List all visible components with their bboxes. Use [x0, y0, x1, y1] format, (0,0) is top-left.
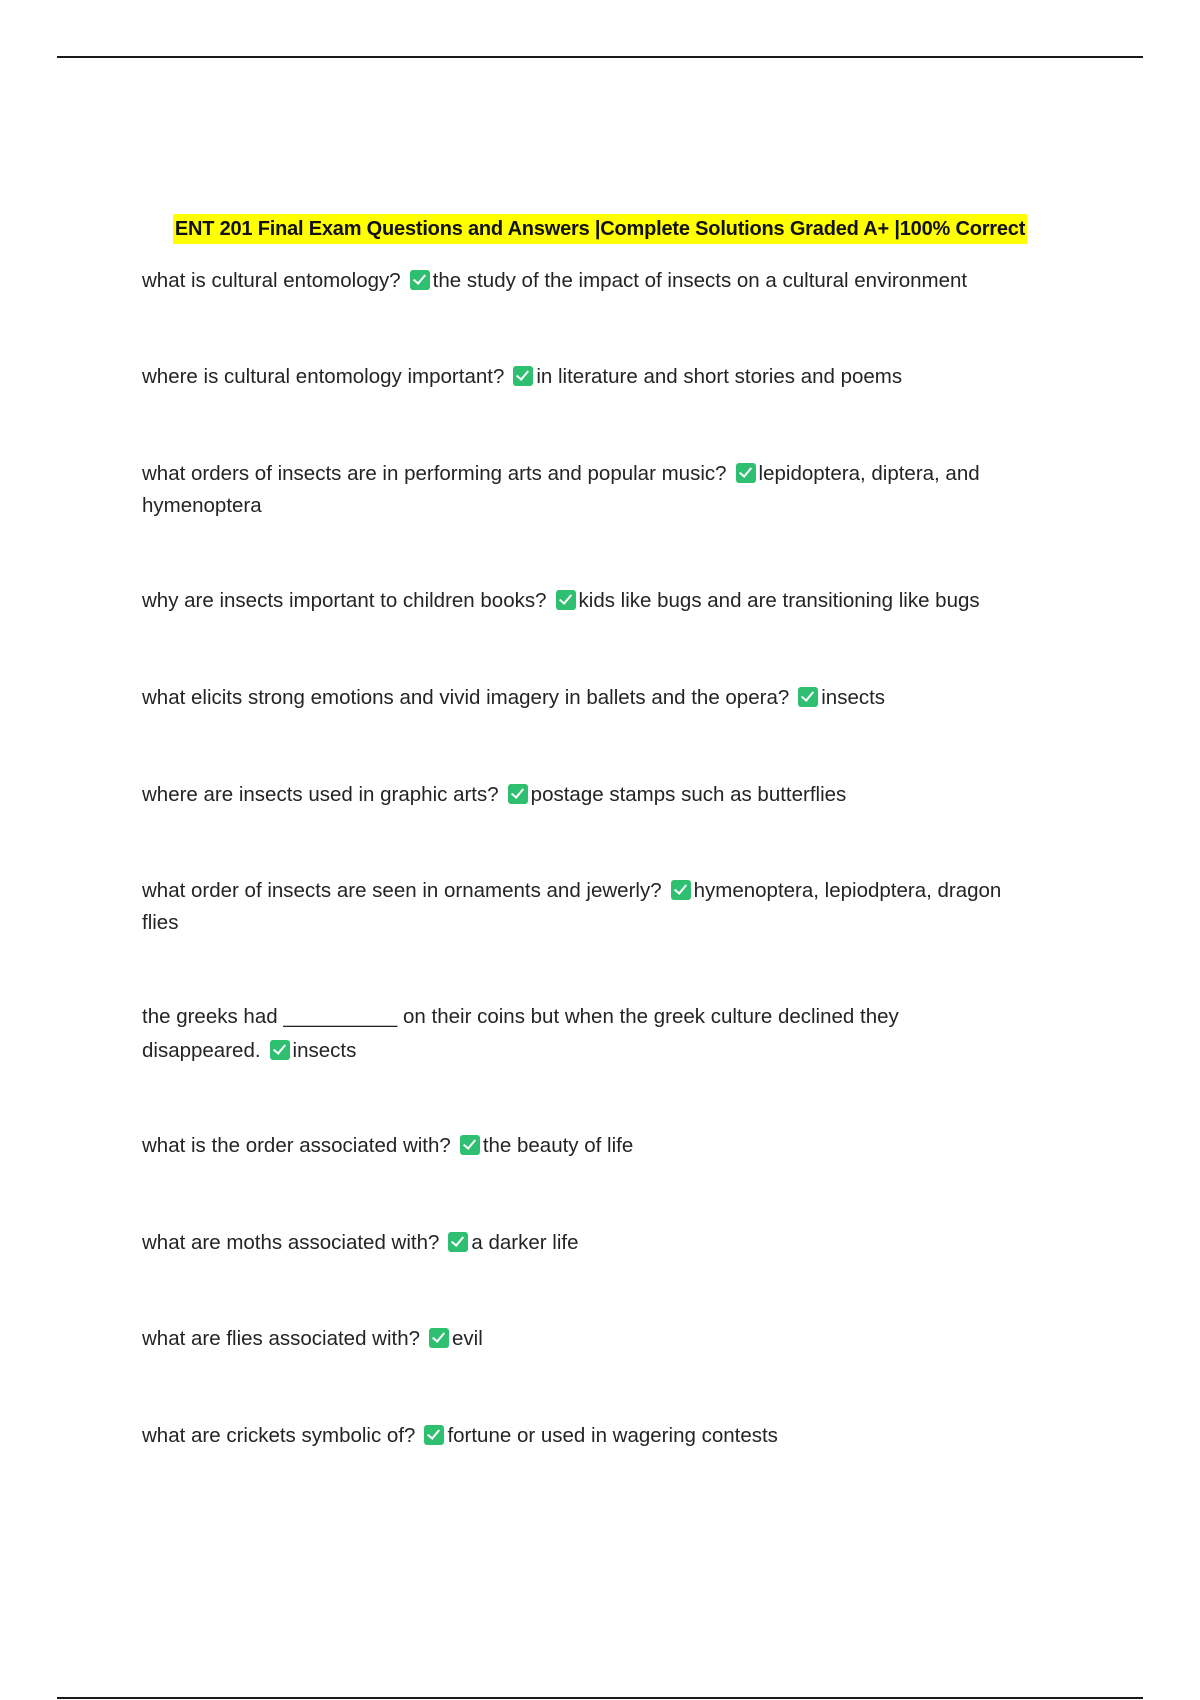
answer-text: hymenoptera, lepiodptera, dragon flies — [142, 879, 1002, 934]
answer-text: fortune or used in wagering contests — [447, 1424, 778, 1447]
question-text: what are crickets symbolic of? — [142, 1424, 416, 1447]
answer-text: a darker life — [471, 1231, 579, 1254]
question-text: the greeks had __________ on their coins but when the greek culture declined they disappeared. — [142, 1005, 899, 1062]
qa-item — [142, 585, 1042, 617]
answer-text: in literature and short stories and poems — [536, 365, 903, 388]
question-text: what are moths associated with? — [142, 1231, 440, 1254]
answer-text: the study of the impact of insects on a cultural environment — [432, 269, 968, 292]
check-icon — [410, 270, 430, 290]
check-icon — [556, 590, 576, 610]
qa-item — [142, 682, 1042, 714]
document-title: ENT 201 Final Exam Questions and Answers |Complete Solutions Graded A+ |100% Correct — [173, 214, 1027, 244]
check-icon — [671, 880, 691, 900]
question-text: what are flies associated with? — [142, 1327, 421, 1350]
check-icon — [270, 1040, 290, 1060]
check-icon — [513, 366, 533, 386]
qa-item — [142, 1130, 1042, 1162]
question-text: where is cultural entomology important? — [142, 365, 505, 388]
answer-text: insects — [292, 1039, 357, 1062]
qa-item — [142, 779, 1042, 811]
answer-text: postage stamps such as butterflies — [530, 783, 847, 806]
answer-text: evil — [452, 1327, 483, 1350]
answer-text: insects — [821, 686, 886, 709]
qa-item — [142, 1420, 1042, 1452]
question-text: what is the order associated with? — [142, 1134, 451, 1157]
footer-rule — [57, 1697, 1143, 1699]
question-text: what order of insects are seen in ornaments and jewerly? — [142, 879, 662, 902]
check-icon — [424, 1425, 444, 1445]
qa-item — [142, 265, 1042, 297]
check-icon — [448, 1232, 468, 1252]
qa-item — [142, 1227, 1042, 1259]
check-icon — [460, 1135, 480, 1155]
qa-item — [142, 1000, 972, 1068]
check-icon — [798, 687, 818, 707]
check-icon — [429, 1328, 449, 1348]
answer-text: the beauty of life — [482, 1134, 634, 1157]
qa-item — [142, 875, 1012, 939]
check-icon — [736, 463, 756, 483]
question-text: where are insects used in graphic arts? — [142, 783, 499, 806]
header-rule — [57, 56, 1143, 58]
question-text: why are insects important to children books? — [142, 589, 547, 612]
qa-item — [142, 361, 1042, 393]
qa-item — [142, 1323, 1042, 1355]
qa-item — [142, 458, 1057, 522]
check-icon — [508, 784, 528, 804]
answer-text: lepidoptera, diptera, and hymenoptera — [142, 462, 980, 517]
title-container — [0, 214, 1200, 244]
question-text: what is cultural entomology? — [142, 269, 401, 292]
question-text: what elicits strong emotions and vivid imagery in ballets and the opera? — [142, 686, 790, 709]
question-text: what orders of insects are in performing arts and popular music? — [142, 462, 727, 485]
answer-text: kids like bugs and are transitioning like bugs — [578, 589, 980, 612]
